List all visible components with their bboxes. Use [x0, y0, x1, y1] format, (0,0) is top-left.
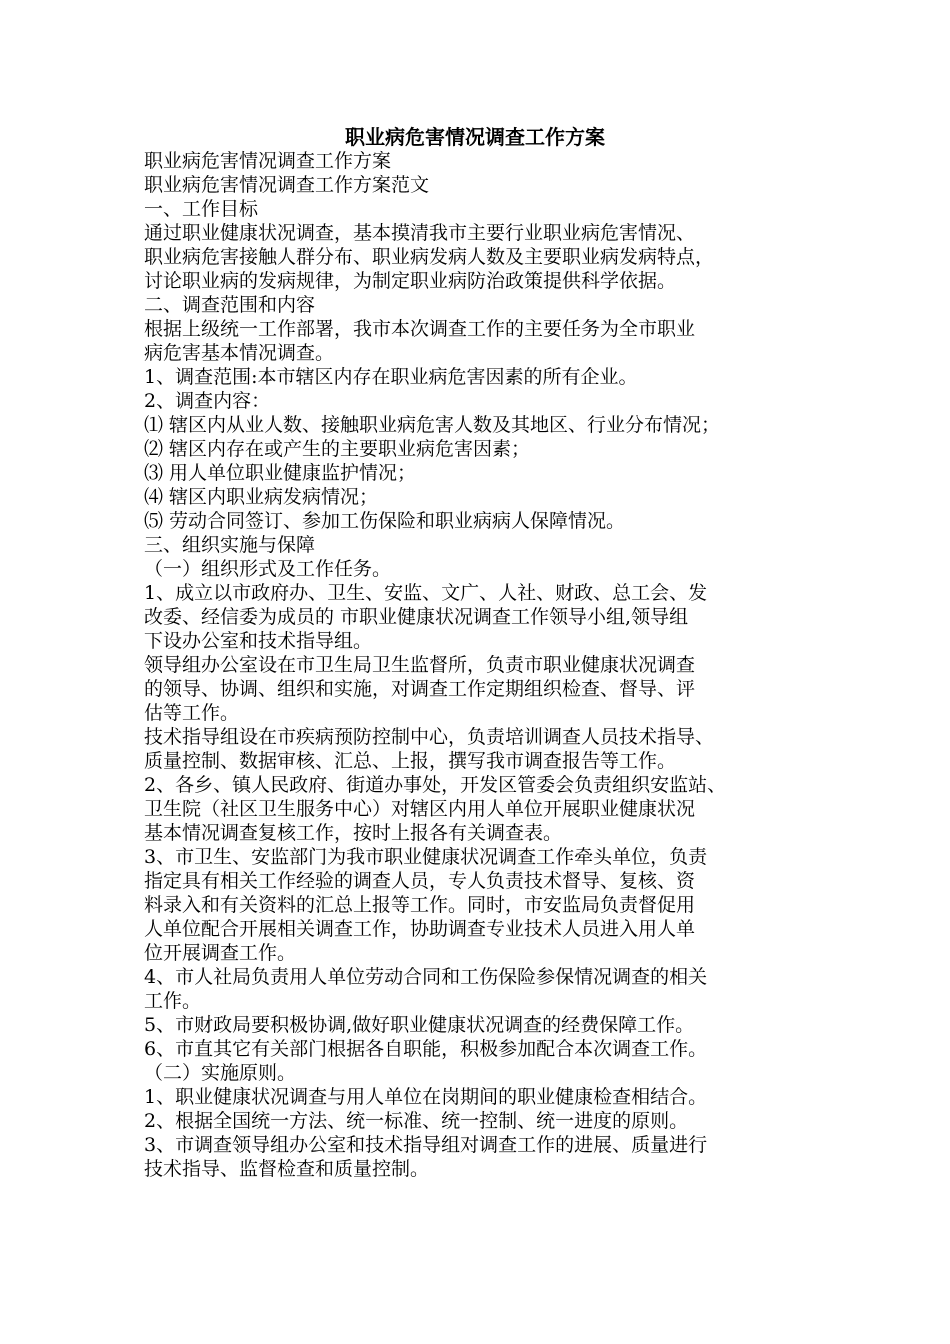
text-line: ⑸ 劳动合同签订、参加工伤保险和职业病病人保障情况。: [144, 510, 626, 532]
text-line: 通过职业健康状况调查，基本摸清我市主要行业职业病危害情况、: [144, 222, 696, 244]
text-line: 卫生院（社区卫生服务中心）对辖区内用人单位开展职业健康状况: [144, 798, 696, 820]
document-title: 职业病危害情况调查工作方案: [345, 125, 605, 149]
text-line: ⑵ 辖区内存在或产生的主要职业病危害因素；: [144, 438, 531, 460]
text-line: ⑷ 辖区内职业病发病情况；: [144, 486, 379, 508]
text-line: （一）组织形式及工作任务。: [144, 558, 392, 580]
text-line: 4、市人社局负责用人单位劳动合同和工伤保险参保情况调查的相关: [144, 966, 708, 988]
text-line: 技术指导组设在市疾病预防控制中心，负责培训调查人员技术指导、: [144, 726, 715, 748]
text-line: 基本情况调查复核工作，按时上报各有关调查表。: [144, 822, 563, 844]
text-line: 三、组织实施与保障: [144, 534, 316, 556]
text-line: 质量控制、数据审核、汇总、上报，撰写我市调查报告等工作。: [144, 750, 677, 772]
text-line: 指定具有相关工作经验的调查人员，专人负责技术督导、复核、资: [144, 870, 696, 892]
text-line: 1、职业健康状况调查与用人单位在岗期间的职业健康检查相结合。: [144, 1086, 708, 1108]
text-line: 人单位配合开展相关调查工作，协助调查专业技术人员进入用人单: [144, 918, 696, 940]
text-line: 根据上级统一工作部署，我市本次调查工作的主要任务为全市职业: [144, 318, 696, 340]
text-line: 一、工作目标: [144, 198, 259, 220]
text-line: 3、市卫生、安监部门为我市职业健康状况调查工作牵头单位，负责: [144, 846, 708, 868]
text-line: 位开展调查工作。: [144, 942, 297, 964]
text-line: ⑴ 辖区内从业人数、接触职业病危害人数及其地区、行业分布情况；: [144, 414, 721, 436]
text-line: 5、市财政局要积极协调,做好职业健康状况调查的经费保障工作。: [144, 1014, 695, 1036]
text-line: 1、成立以市政府办、卫生、安监、文广、人社、财政、总工会、发: [144, 582, 708, 604]
text-line: ⑶ 用人单位职业健康监护情况；: [144, 462, 417, 484]
text-line: 工作。: [144, 990, 202, 1012]
text-line: 下设办公室和技术指导组。: [144, 630, 373, 652]
text-line: 病危害基本情况调查。: [144, 342, 335, 364]
text-line: 2、各乡、镇人民政府、街道办事处，开发区管委会负责组织安监站、: [144, 774, 727, 796]
text-line: 2、根据全国统一方法、统一标准、统一控制、统一进度的原则。: [144, 1110, 689, 1132]
text-line: 技术指导、监督检查和质量控制。: [144, 1158, 430, 1180]
text-line: 的领导、协调、组织和实施，对调查工作定期组织检查、督导、评: [144, 678, 696, 700]
document-body: [144, 149, 814, 1181]
text-line: 职业病危害接触人群分布、职业病发病人数及主要职业病发病特点，: [144, 246, 715, 268]
text-line: 6、市直其它有关部门根据各自职能，积极参加配合本次调查工作。: [144, 1038, 708, 1060]
text-line: 讨论职业病的发病规律，为制定职业病防治政策提供科学依据。: [144, 270, 677, 292]
text-line: 二、调查范围和内容: [144, 294, 316, 316]
text-line: 估等工作。: [144, 702, 240, 724]
text-line: 料录入和有关资料的汇总上报等工作。同时，市安监局负责督促用: [144, 894, 696, 916]
text-line: 领导组办公室设在市卫生局卫生监督所，负责市职业健康状况调查: [144, 654, 696, 676]
text-line: 职业病危害情况调查工作方案范文: [144, 174, 430, 196]
text-line: 1、调查范围:本市辖区内存在职业病危害因素的所有企业。: [144, 366, 638, 388]
text-line: 职业病危害情况调查工作方案: [144, 150, 392, 172]
text-line: 2、调查内容：: [144, 390, 271, 412]
text-line: （二）实施原则。: [144, 1062, 297, 1084]
text-line: 改委、经信委为成员的 市职业健康状况调查工作领导小组,领导组: [144, 606, 689, 628]
text-line: 3、市调查领导组办公室和技术指导组对调查工作的进展、质量进行: [144, 1134, 708, 1156]
